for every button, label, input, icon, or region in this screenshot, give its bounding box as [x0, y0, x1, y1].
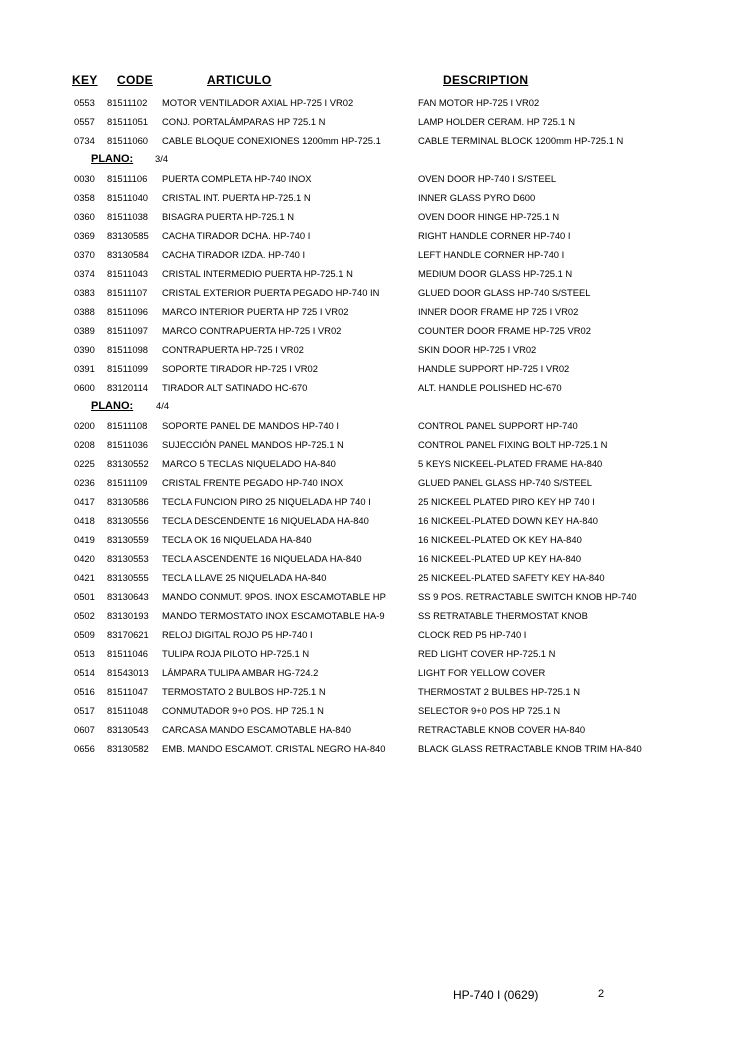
part-key: 0557	[74, 116, 95, 127]
part-articulo: CRISTAL FRENTE PEGADO HP-740 INOX	[162, 477, 344, 488]
part-code: 83120114	[107, 382, 149, 393]
part-row	[0, 494, 744, 513]
part-description: GLUED PANEL GLASS HP-740 S/STEEL	[418, 477, 593, 488]
part-description: COUNTER DOOR FRAME HP-725 VR02	[418, 325, 591, 336]
part-code: 81511106	[107, 173, 148, 184]
part-code: 81511060	[107, 135, 149, 146]
part-key: 0420	[74, 553, 95, 564]
part-key: 0517	[74, 705, 95, 716]
part-key: 0360	[74, 211, 95, 222]
part-key: 0501	[74, 591, 95, 602]
part-description: SS RETRATABLE THERMOSTAT KNOB	[418, 610, 588, 621]
part-row	[0, 532, 744, 551]
plano-heading	[0, 399, 744, 418]
part-articulo: TULIPA ROJA PILOTO HP-725.1 N	[162, 648, 310, 659]
part-description: LAMP HOLDER CERAM. HP 725.1 N	[418, 116, 575, 127]
part-articulo: CRISTAL EXTERIOR PUERTA PEGADO HP-740 IN	[162, 287, 380, 298]
plano-label: PLANO:	[91, 400, 134, 412]
part-code: 83130552	[107, 458, 149, 469]
part-code: 83130584	[107, 249, 149, 260]
part-articulo: MOTOR VENTILADOR AXIAL HP-725 I VR02	[162, 97, 354, 108]
part-description: THERMOSTAT 2 BULBES HP-725.1 N	[418, 686, 581, 697]
part-description: MEDIUM DOOR GLASS HP-725.1 N	[418, 268, 573, 279]
part-code: 83130555	[107, 572, 149, 583]
part-key: 0200	[74, 420, 95, 431]
part-row	[0, 133, 744, 152]
part-description: RIGHT HANDLE CORNER HP-740 I	[418, 230, 571, 241]
part-code: 83170621	[107, 629, 149, 640]
part-description: LEFT HANDLE CORNER HP-740 I	[418, 249, 565, 260]
part-key: 0607	[74, 724, 95, 735]
part-code: 83130556	[107, 515, 149, 526]
part-code: 83130543	[107, 724, 149, 735]
part-key: 0509	[74, 629, 95, 640]
part-description: RETRACTABLE KNOB COVER HA-840	[418, 724, 586, 735]
part-code: 81511048	[107, 705, 149, 716]
part-articulo: TECLA DESCENDENTE 16 NIQUELADA HA-840	[162, 515, 369, 526]
part-articulo: CONJ. PORTALÁMPARAS HP 725.1 N	[162, 116, 326, 127]
part-row	[0, 418, 744, 437]
part-articulo: CRISTAL INTERMEDIO PUERTA HP-725.1 N	[162, 268, 353, 279]
part-row	[0, 171, 744, 190]
part-articulo: CONMUTADOR 9+0 POS. HP 725.1 N	[162, 705, 324, 716]
part-key: 0374	[74, 268, 95, 279]
part-code: 81511107	[107, 287, 148, 298]
part-description: OVEN DOOR HP-740 I S/STEEL	[418, 173, 557, 184]
plano-value: 3/4	[155, 153, 169, 164]
part-code: 81511043	[107, 268, 149, 279]
part-row	[0, 513, 744, 532]
part-code: 81511102	[107, 97, 148, 108]
part-code: 81511047	[107, 686, 149, 697]
part-code: 81511097	[107, 325, 149, 336]
part-row	[0, 646, 744, 665]
part-description: CABLE TERMINAL BLOCK 1200mm HP-725.1 N	[418, 135, 624, 146]
part-key: 0553	[74, 97, 95, 108]
part-articulo: MANDO TERMOSTATO INOX ESCAMOTABLE HA-9	[162, 610, 385, 621]
part-articulo: MARCO 5 TECLAS NIQUELADO HA-840	[162, 458, 336, 469]
part-row	[0, 722, 744, 741]
part-key: 0225	[74, 458, 95, 469]
part-code: 81511099	[107, 363, 149, 374]
part-description: LIGHT FOR YELLOW COVER	[418, 667, 546, 678]
part-code: 83130643	[107, 591, 149, 602]
part-row	[0, 114, 744, 133]
part-code: 81511051	[107, 116, 149, 127]
part-key: 0208	[74, 439, 95, 450]
part-row	[0, 228, 744, 247]
part-articulo: RELOJ DIGITAL ROJO P5 HP-740 I	[162, 629, 313, 640]
part-description: HANDLE SUPPORT HP-725 I VR02	[418, 363, 570, 374]
part-articulo: PUERTA COMPLETA HP-740 INOX	[162, 173, 312, 184]
part-articulo: CACHA TIRADOR IZDA. HP-740 I	[162, 249, 306, 260]
part-code: 83130559	[107, 534, 149, 545]
part-key: 0390	[74, 344, 95, 355]
part-description: 16 NICKEEL-PLATED UP KEY HA-840	[418, 553, 582, 564]
part-row	[0, 361, 744, 380]
part-description: 16 NICKEEL-PLATED OK KEY HA-840	[418, 534, 582, 545]
part-row	[0, 589, 744, 608]
plano-heading	[0, 152, 744, 171]
plano-label: PLANO:	[91, 153, 134, 165]
part-code: 83130586	[107, 496, 149, 507]
part-code: 81511109	[107, 477, 148, 488]
part-description: CONTROL PANEL FIXING BOLT HP-725.1 N	[418, 439, 608, 450]
part-description: 25 NICKEEL PLATED PIRO KEY HP 740 I	[418, 496, 595, 507]
part-articulo: CRISTAL INT. PUERTA HP-725.1 N	[162, 192, 311, 203]
part-description: RED LIGHT COVER HP-725.1 N	[418, 648, 556, 659]
part-articulo: CARCASA MANDO ESCAMOTABLE HA-840	[162, 724, 351, 735]
part-key: 0656	[74, 743, 95, 754]
part-row	[0, 665, 744, 684]
part-description: 5 KEYS NICKEEL-PLATED FRAME HA-840	[418, 458, 603, 469]
part-row	[0, 456, 744, 475]
part-code: 81511040	[107, 192, 149, 203]
part-key: 0388	[74, 306, 95, 317]
part-articulo: SOPORTE PANEL DE MANDOS HP-740 I	[162, 420, 339, 431]
part-description: INNER DOOR FRAME HP 725 I VR02	[418, 306, 579, 317]
part-articulo: BISAGRA PUERTA HP-725.1 N	[162, 211, 294, 222]
part-description: GLUED DOOR GLASS HP-740 S/STEEL	[418, 287, 591, 298]
part-code: 83130553	[107, 553, 149, 564]
part-key: 0600	[74, 382, 95, 393]
part-row	[0, 741, 744, 760]
part-key: 0419	[74, 534, 95, 545]
part-articulo: TECLA FUNCION PIRO 25 NIQUELADA HP 740 I	[162, 496, 371, 507]
part-articulo: TIRADOR ALT SATINADO HC-670	[162, 382, 308, 393]
part-description: SKIN DOOR HP-725 I VR02	[418, 344, 537, 355]
part-key: 0358	[74, 192, 95, 203]
part-code: 83130193	[107, 610, 149, 621]
part-row	[0, 342, 744, 361]
part-key: 0389	[74, 325, 95, 336]
part-code: 81511108	[107, 420, 148, 431]
part-articulo: TECLA LLAVE 25 NIQUELADA HA-840	[162, 572, 327, 583]
part-key: 0030	[74, 173, 95, 184]
articulo-header: ARTICULO	[207, 73, 272, 87]
part-articulo: MANDO CONMUT. 9POS. INOX ESCAMOTABLE HP	[162, 591, 386, 602]
part-description: INNER GLASS PYRO D600	[418, 192, 536, 203]
part-code: 81543013	[107, 667, 149, 678]
code-header: CODE	[117, 73, 153, 87]
model-footer: HP-740 I (0629)	[453, 988, 539, 1002]
part-articulo: SUJECCIÓN PANEL MANDOS HP-725.1 N	[162, 439, 344, 450]
part-description: CLOCK RED P5 HP-740 I	[418, 629, 527, 640]
part-code: 83130582	[107, 743, 149, 754]
part-key: 0421	[74, 572, 95, 583]
part-row	[0, 570, 744, 589]
part-row	[0, 475, 744, 494]
part-key: 0417	[74, 496, 95, 507]
parts-list	[0, 95, 744, 760]
plano-value: 4/4	[156, 400, 170, 411]
part-articulo: SOPORTE TIRADOR HP-725 I VR02	[162, 363, 318, 374]
part-description: FAN MOTOR HP-725 I VR02	[418, 97, 540, 108]
part-row	[0, 627, 744, 646]
part-code: 83130585	[107, 230, 149, 241]
part-row	[0, 380, 744, 399]
part-row	[0, 703, 744, 722]
part-code: 81511096	[107, 306, 149, 317]
part-key: 0514	[74, 667, 95, 678]
part-row	[0, 285, 744, 304]
part-row	[0, 247, 744, 266]
part-key: 0391	[74, 363, 95, 374]
part-articulo: MARCO INTERIOR PUERTA HP 725 I VR02	[162, 306, 349, 317]
part-articulo: CABLE BLOQUE CONEXIONES 1200mm HP-725.1	[162, 135, 381, 146]
part-description: BLACK GLASS RETRACTABLE KNOB TRIM HA-840	[418, 743, 642, 754]
part-articulo: TECLA ASCENDENTE 16 NIQUELADA HA-840	[162, 553, 362, 564]
part-key: 0383	[74, 287, 95, 298]
part-key: 0502	[74, 610, 95, 621]
part-row	[0, 95, 744, 114]
part-row	[0, 551, 744, 570]
part-articulo: MARCO CONTRAPUERTA HP-725 I VR02	[162, 325, 342, 336]
part-code: 81511098	[107, 344, 149, 355]
part-articulo: EMB. MANDO ESCAMOT. CRISTAL NEGRO HA-840	[162, 743, 386, 754]
key-header: KEY	[72, 73, 98, 87]
part-row	[0, 608, 744, 627]
page-number: 2	[598, 988, 605, 1000]
part-key: 0370	[74, 249, 95, 260]
part-row	[0, 209, 744, 228]
part-description: SS 9 POS. RETRACTABLE SWITCH KNOB HP-740	[418, 591, 637, 602]
part-description: CONTROL PANEL SUPPORT HP-740	[418, 420, 578, 431]
part-articulo: CACHA TIRADOR DCHA. HP-740 I	[162, 230, 311, 241]
part-row	[0, 266, 744, 285]
part-description: 16 NICKEEL-PLATED DOWN KEY HA-840	[418, 515, 598, 526]
part-key: 0369	[74, 230, 95, 241]
part-description: OVEN DOOR HINGE HP-725.1 N	[418, 211, 560, 222]
part-row	[0, 684, 744, 703]
part-key: 0513	[74, 648, 95, 659]
part-description: SELECTOR 9+0 POS HP 725.1 N	[418, 705, 561, 716]
part-code: 81511046	[107, 648, 149, 659]
part-code: 81511038	[107, 211, 149, 222]
part-description: ALT. HANDLE POLISHED HC-670	[418, 382, 562, 393]
part-row	[0, 323, 744, 342]
part-code: 81511036	[107, 439, 149, 450]
part-row	[0, 304, 744, 323]
description-header: DESCRIPTION	[443, 73, 529, 87]
part-key: 0516	[74, 686, 95, 697]
part-articulo: CONTRAPUERTA HP-725 I VR02	[162, 344, 304, 355]
part-row	[0, 190, 744, 209]
part-key: 0236	[74, 477, 95, 488]
part-key: 0418	[74, 515, 95, 526]
part-row	[0, 437, 744, 456]
part-key: 0734	[74, 135, 95, 146]
part-articulo: TECLA OK 16 NIQUELADA HA-840	[162, 534, 312, 545]
part-description: 25 NICKEEL-PLATED SAFETY KEY HA-840	[418, 572, 605, 583]
part-articulo: TERMOSTATO 2 BULBOS HP-725.1 N	[162, 686, 326, 697]
part-articulo: LÁMPARA TULIPA AMBAR HG-724.2	[162, 667, 319, 678]
